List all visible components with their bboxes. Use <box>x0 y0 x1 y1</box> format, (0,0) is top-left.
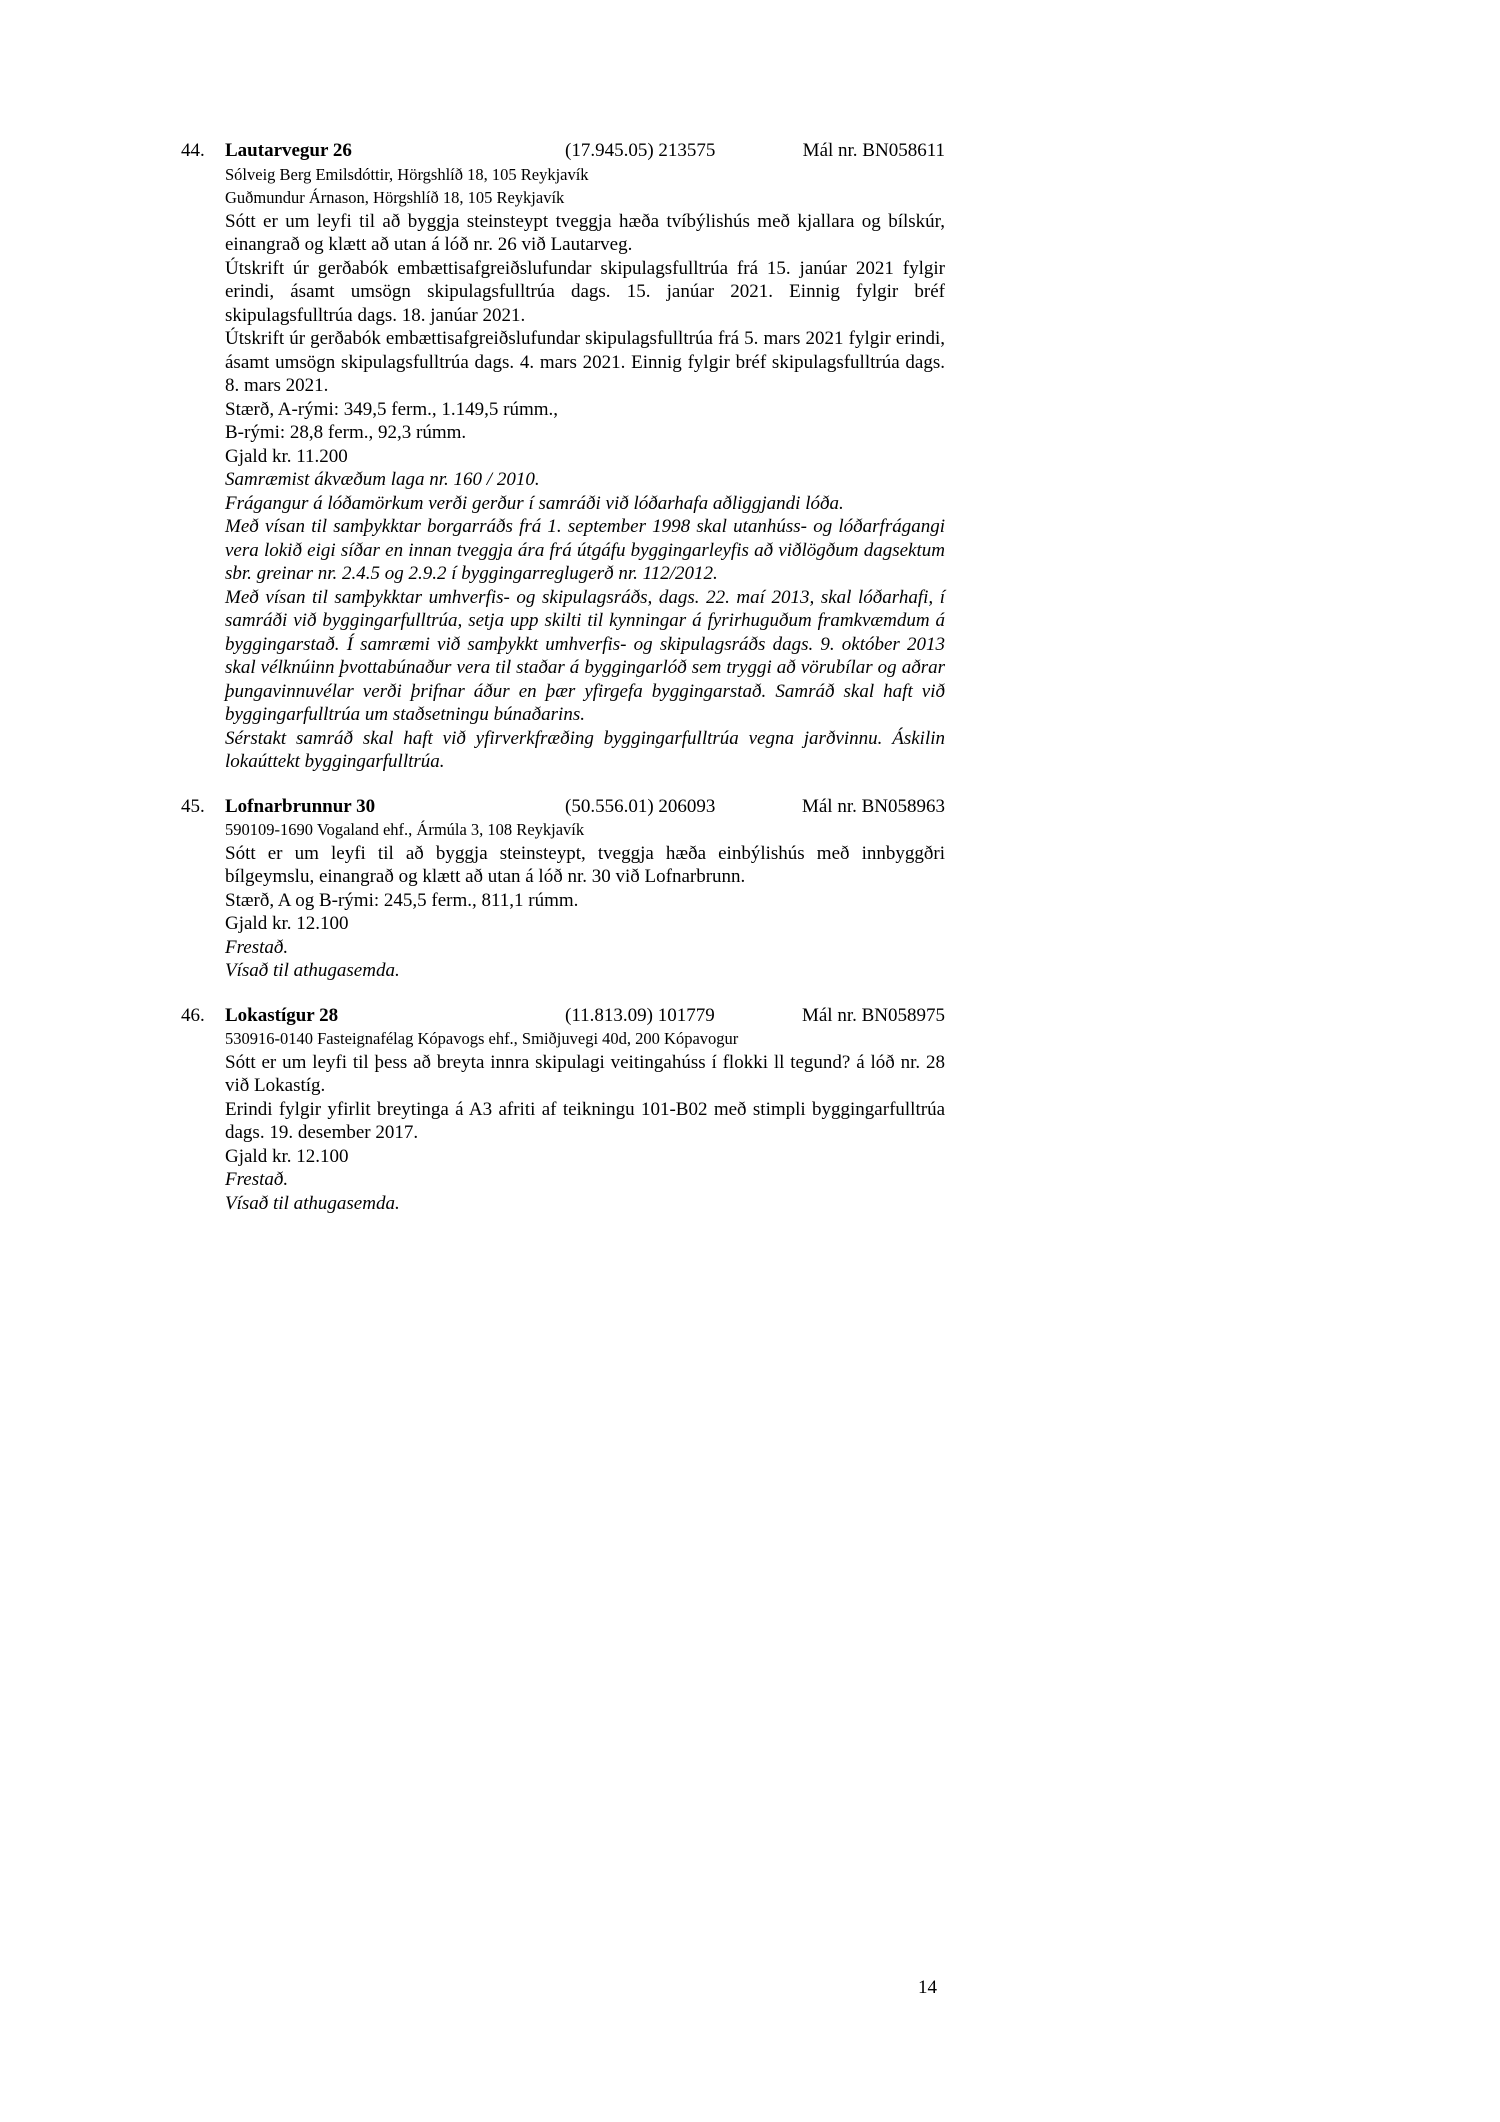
remark-paragraph: Með vísan til samþykktar borgarráðs frá 1. september 1998 skal utanhúss- og lóðarfrágangi vera lokið eigi síðar en innan tveggja ára frá útgáfu byggingarleyfis að viðlögðum dagsektum sbr. greinar nr. 2.4.5 og 2.9.2 í byggingarreglugerð nr. 112/2012. <box>225 516 945 584</box>
item-body <box>225 1027 945 1215</box>
case-number: Mál nr. BN058611 <box>802 140 945 161</box>
remark-paragraph: Vísað til athugasemda. <box>225 960 400 981</box>
case-number: Mál nr. BN058975 <box>801 1004 945 1026</box>
item-title: Lofnarbrunnur 30 <box>225 795 376 817</box>
item-header <box>181 1004 945 1028</box>
document-content <box>181 139 945 1215</box>
item-reference: (17.945.05) 213575 <box>565 140 716 161</box>
applicant-line: Guðmundur Árnason, Hörgshlíð 18, 105 Reykjavík <box>225 188 565 207</box>
body-paragraph: Útskrift úr gerðabók embættisafgreiðslufundar skipulagsfulltrúa frá 15. janúar 2021 fylgir erindi, ásamt umsögn skipulagsfulltrúa dags. 15. janúar 2021. Einnig fylgir bréf skipulagsfulltrúa dags. 18. janúar 2021. <box>225 257 945 326</box>
body-paragraph: Sótt er um leyfi til að byggja steinsteypt tveggja hæða tvíbýlishús með kjallara og bílskúr, einangrað og klætt að utan á lóð nr. 26 við Lautarveg. <box>225 210 945 255</box>
body-paragraph: Gjald kr. 11.200 <box>225 445 348 467</box>
remark-paragraph: Með vísan til samþykktar umhverfis- og skipulagsráðs, dags. 22. maí 2013, skal lóðarhafi, í samráði við byggingarfulltrúa, setja upp skilti til kynningar á fyrirhuguðum framkvæmdum á byggingarstað. Í samræmi við samþykkt umhverfis- og skipulagsráðs dags. 9. október 2013 skal vélknúinn þvottabúnaður vera til staðar á byggingarlóð sem tryggi að vörubílar og aðrar þungavinnuvélar verði þrifnar áður en þær yfirgefa byggingarstað. Samráð skal haft við byggingarfulltrúa um staðsetningu búnaðarins. <box>225 586 945 725</box>
item-body <box>225 818 945 983</box>
applicant-line: 590109-1690 Vogaland ehf., Ármúla 3, 108 Reykjavík <box>225 820 585 839</box>
remark-paragraph: Samræmist ákvæðum laga nr. 160 / 2010. <box>225 469 540 490</box>
item-number: 46. <box>181 1004 205 1026</box>
remark-paragraph: Sérstakt samráð skal haft við yfirverkfræðing byggingarfulltrúa vegna jarðvinnu. Áskilin lokaúttekt byggingarfulltrúa. <box>225 727 945 772</box>
body-paragraph: Sótt er um leyfi til að byggja steinsteypt, tveggja hæða einbýlishús með innbyggðri bílgeymslu, einangrað og klætt að utan á lóð nr. 30 við Lofnarbrunn. <box>225 842 945 887</box>
remark-paragraph: Frágangur á lóðamörkum verði gerður í samráði við lóðarhafa aðliggjandi lóða. <box>225 492 844 514</box>
item-title: Lokastígur 28 <box>225 1004 339 1026</box>
item-reference: (50.556.01) 206093 <box>565 795 716 817</box>
remark-paragraph: Frestað. <box>225 936 289 958</box>
remark-paragraph: Vísað til athugasemda. <box>225 1192 400 1214</box>
applicant-line: Sólveig Berg Emilsdóttir, Hörgshlíð 18, 105 Reykjavík <box>225 164 589 184</box>
agenda-item-46 <box>181 1004 945 1216</box>
page-number: 14 <box>918 1977 937 1998</box>
body-paragraph: Stærð, A og B-rými: 245,5 ferm., 811,1 rúmm. <box>225 889 579 911</box>
body-paragraph: Erindi fylgir yfirlit breytinga á A3 afriti af teikningu 101-B02 með stimpli byggingarfulltrúa dags. 19. desember 2017. <box>225 1098 945 1143</box>
item-title: Lautarvegur 26 <box>225 140 352 161</box>
body-paragraph: Útskrift úr gerðabók embættisafgreiðslufundar skipulagsfulltrúa frá 5. mars 2021 fylgir erindi, ásamt umsögn skipulagsfulltrúa dags. 4. mars 2021. Einnig fylgir bréf skipulagsfulltrúa dags. 8. mars 2021. <box>225 328 945 396</box>
body-paragraph: Gjald kr. 12.100 <box>225 913 349 934</box>
agenda-item-44 <box>181 139 945 774</box>
item-reference: (11.813.09) 101779 <box>565 1004 715 1026</box>
case-number: Mál nr. BN058963 <box>801 795 945 817</box>
item-header <box>181 795 945 819</box>
body-paragraph: B-rými: 28,8 ferm., 92,3 rúmm. <box>225 422 467 443</box>
remark-paragraph: Frestað. <box>225 1169 289 1190</box>
body-paragraph: Gjald kr. 12.100 <box>225 1145 349 1167</box>
item-number: 45. <box>181 795 205 817</box>
body-paragraph: Stærð, A-rými: 349,5 ferm., 1.149,5 rúmm., <box>225 398 559 420</box>
item-number: 44. <box>181 140 205 161</box>
body-paragraph: Sótt er um leyfi til þess að breyta innra skipulagi veitingahúss í flokki ll tegund? á lóð nr. 28 við Lokastíg. <box>225 1051 945 1096</box>
applicant-line: 530916-0140 Fasteignafélag Kópavogs ehf., Smiðjuvegi 40d, 200 Kópavogur <box>225 1029 739 1048</box>
item-header <box>181 139 945 163</box>
item-body <box>225 163 945 774</box>
agenda-item-45 <box>181 795 945 983</box>
